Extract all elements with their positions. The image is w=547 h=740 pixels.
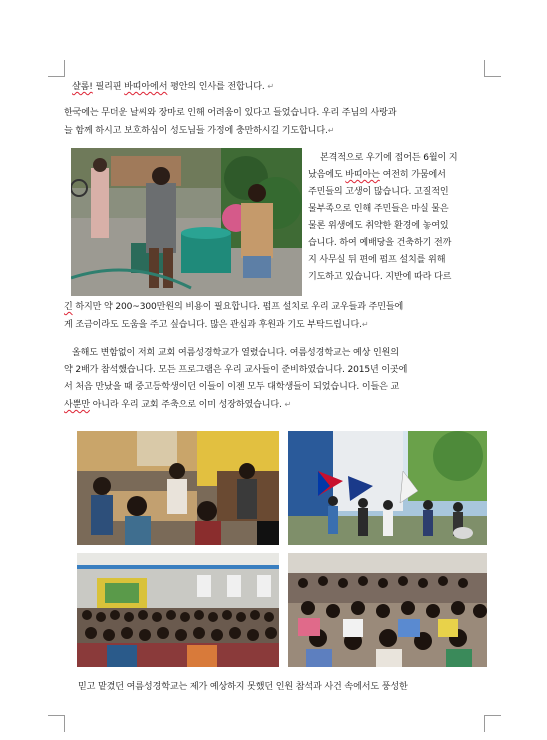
hall-photo <box>77 553 279 667</box>
crop-mark-top-right <box>484 60 501 77</box>
crop-mark-bottom-left <box>48 715 65 732</box>
paragraph-2-line-5: 물론 위생에도 취약한 환경에 놓여있 <box>308 221 449 231</box>
paragraph-1-line-1: 한국에는 무더운 날씨와 장마로 인해 어려움이 있다고 들었습니다. 우리 주님의 사랑과 <box>64 108 397 118</box>
paragraph-1-line-2: 늘 함께 하시고 보호하심이 성도님들 가정에 충만하시길 기도합니다.↵ <box>64 126 335 136</box>
paragraph-2-line-9: 긴 하지만 약 200~300만원의 비용이 필요합니다. 펌프 설치로 우리 교우들과 주민들에 <box>64 302 404 312</box>
paragraph-2-line-8: 기도하고 있습니다. 지반에 따라 다르 <box>308 272 452 282</box>
paragraph-3-line-3: 서 처음 만났을 때 중고등학생이던 이들이 이젠 모두 대학생들이 되었습니다. 이들은 교 <box>64 382 400 392</box>
paragraph-3-line-4: 사뿐만 아니라 우리 교회 주축으로 이미 성장하였습니다. ↵ <box>64 400 292 410</box>
greeting-line: 샬롬! 필리핀 바띠아에서 평안의 인사를 전합니다. ↵ <box>72 82 274 92</box>
paragraph-2-line-6: 습니다. 하여 예배당을 건축하기 전까 <box>308 238 452 248</box>
paragraph-4-line-1: 믿고 맡겼던 여름성경학교는 제가 예상하지 못했던 인원 참석과 사건 속에서도 풍성한 <box>78 682 408 692</box>
classroom-photo <box>77 431 279 545</box>
paragraph-2-line-2: 났음에도 바띠아는 여전히 가뭄에서 <box>308 170 446 180</box>
crowd-photo <box>288 553 487 667</box>
paragraph-2-line-3: 주민들의 고생이 많습니다. 고질적인 <box>308 187 449 197</box>
paragraph-3-line-1: 올해도 변함없이 저희 교회 여름성경학교가 열렸습니다. 여름성경학교는 예상 인원의 <box>72 348 399 358</box>
crop-mark-top-left <box>48 60 65 77</box>
paragraph-2-line-7: 지 사무실 뒤 편에 펌프 설치를 위해 <box>308 255 446 265</box>
paragraph-2-line-10: 게 조금이라도 도움을 주고 싶습니다. 많은 관심과 후원과 기도 부탁드립니다.↵ <box>64 320 369 330</box>
greeting-word-shalom: 샬롬! <box>72 82 93 92</box>
greeting-place: 바띠아에서 <box>124 82 168 92</box>
flags-photo <box>288 431 487 545</box>
paragraph-mark: ↵ <box>267 82 274 91</box>
water-pump-photo <box>71 148 302 296</box>
paragraph-2-line-1: 본격적으로 우기에 접어든 6월이 지 <box>320 153 458 163</box>
crop-mark-bottom-right <box>484 715 501 732</box>
paragraph-3-line-2: 약 2배가 참석했습니다. 모든 프로그램은 우리 교사들이 준비하였습니다. 2015년 이곳에 <box>64 365 408 375</box>
paragraph-2-line-4: 물부족으로 인해 주민들은 마실 물은 <box>308 204 449 214</box>
